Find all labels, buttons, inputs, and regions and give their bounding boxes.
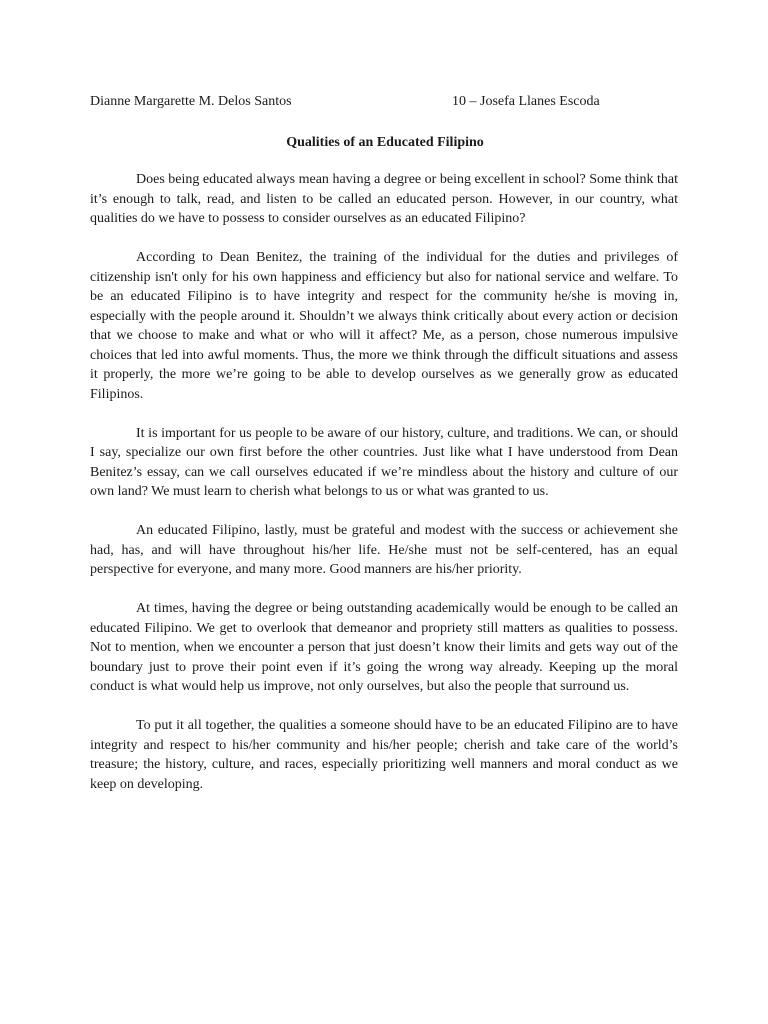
paragraph: According to Dean Benitez, the training of the individual for the duties and privileges of citizenship isn't only for his own happiness and efficiency but also for national service and welfare. To be an educated Filipino is to have integrity and respect for the community he/she is moving in, especially with the people around it. Shouldn’t we always think critically about every action or decision that we choose to make and what or who will it affect? Me, as a person, chose numerous impulsive choices that led into awful moments. Thus, the more we think through the difficult situations and assess it properly, the more we’re going to be able to develop ourselves as we generally grow as educated Filipinos. [90,250,678,402]
class-section: 10 – Josefa Llanes Escoda [452,94,600,109]
paragraph: To put it all together, the qualities a someone should have to be an educated Filipino are to have integrity and respect to his/her community and his/her people; cherish and take care of the world’s treasure; the history, culture, and races, especially prioritizing well manners and moral conduct as we keep on developing. [90,718,678,792]
paragraph: It is important for us people to be aware of our history, culture, and traditions. We can, or should I say, specialize our own first before the other countries. Just like what I have understood from Dean Benitez’s essay, can we call ourselves educated if we’re mindless about the history and culture of our own land? We must learn to cherish what belongs to us or what was granted to us. [90,425,678,499]
paragraph: An educated Filipino, lastly, must be grateful and modest with the success or achievement she had, has, and will have throughout his/her life. He/she must not be self-centered, has an equal perspective for everyone, and many more. Good manners are his/her priority. [90,523,678,577]
essay-title: Qualities of an Educated Filipino [286,135,484,150]
author-name: Dianne Margarette M. Delos Santos [90,94,292,109]
essay-body [90,170,678,814]
paragraph: At times, having the degree or being outstanding academically would be enough to be called an educated Filipino. We get to overlook that demeanor and propriety still matters as qualities to possess. Not to mention, when we encounter a person that just doesn’t know their limits and gets way out of the boundary just to prove their point even if it’s going the wrong way already. Keeping up the moral conduct is what would help us improve, not only ourselves, but also the people that surround us. [90,601,678,694]
paragraph: Does being educated always mean having a degree or being excellent in school? Some think that it’s enough to talk, read, and listen to be called an educated person. However, in our country, what qualities do we have to possess to consider ourselves as an educated Filipino? [90,172,678,226]
